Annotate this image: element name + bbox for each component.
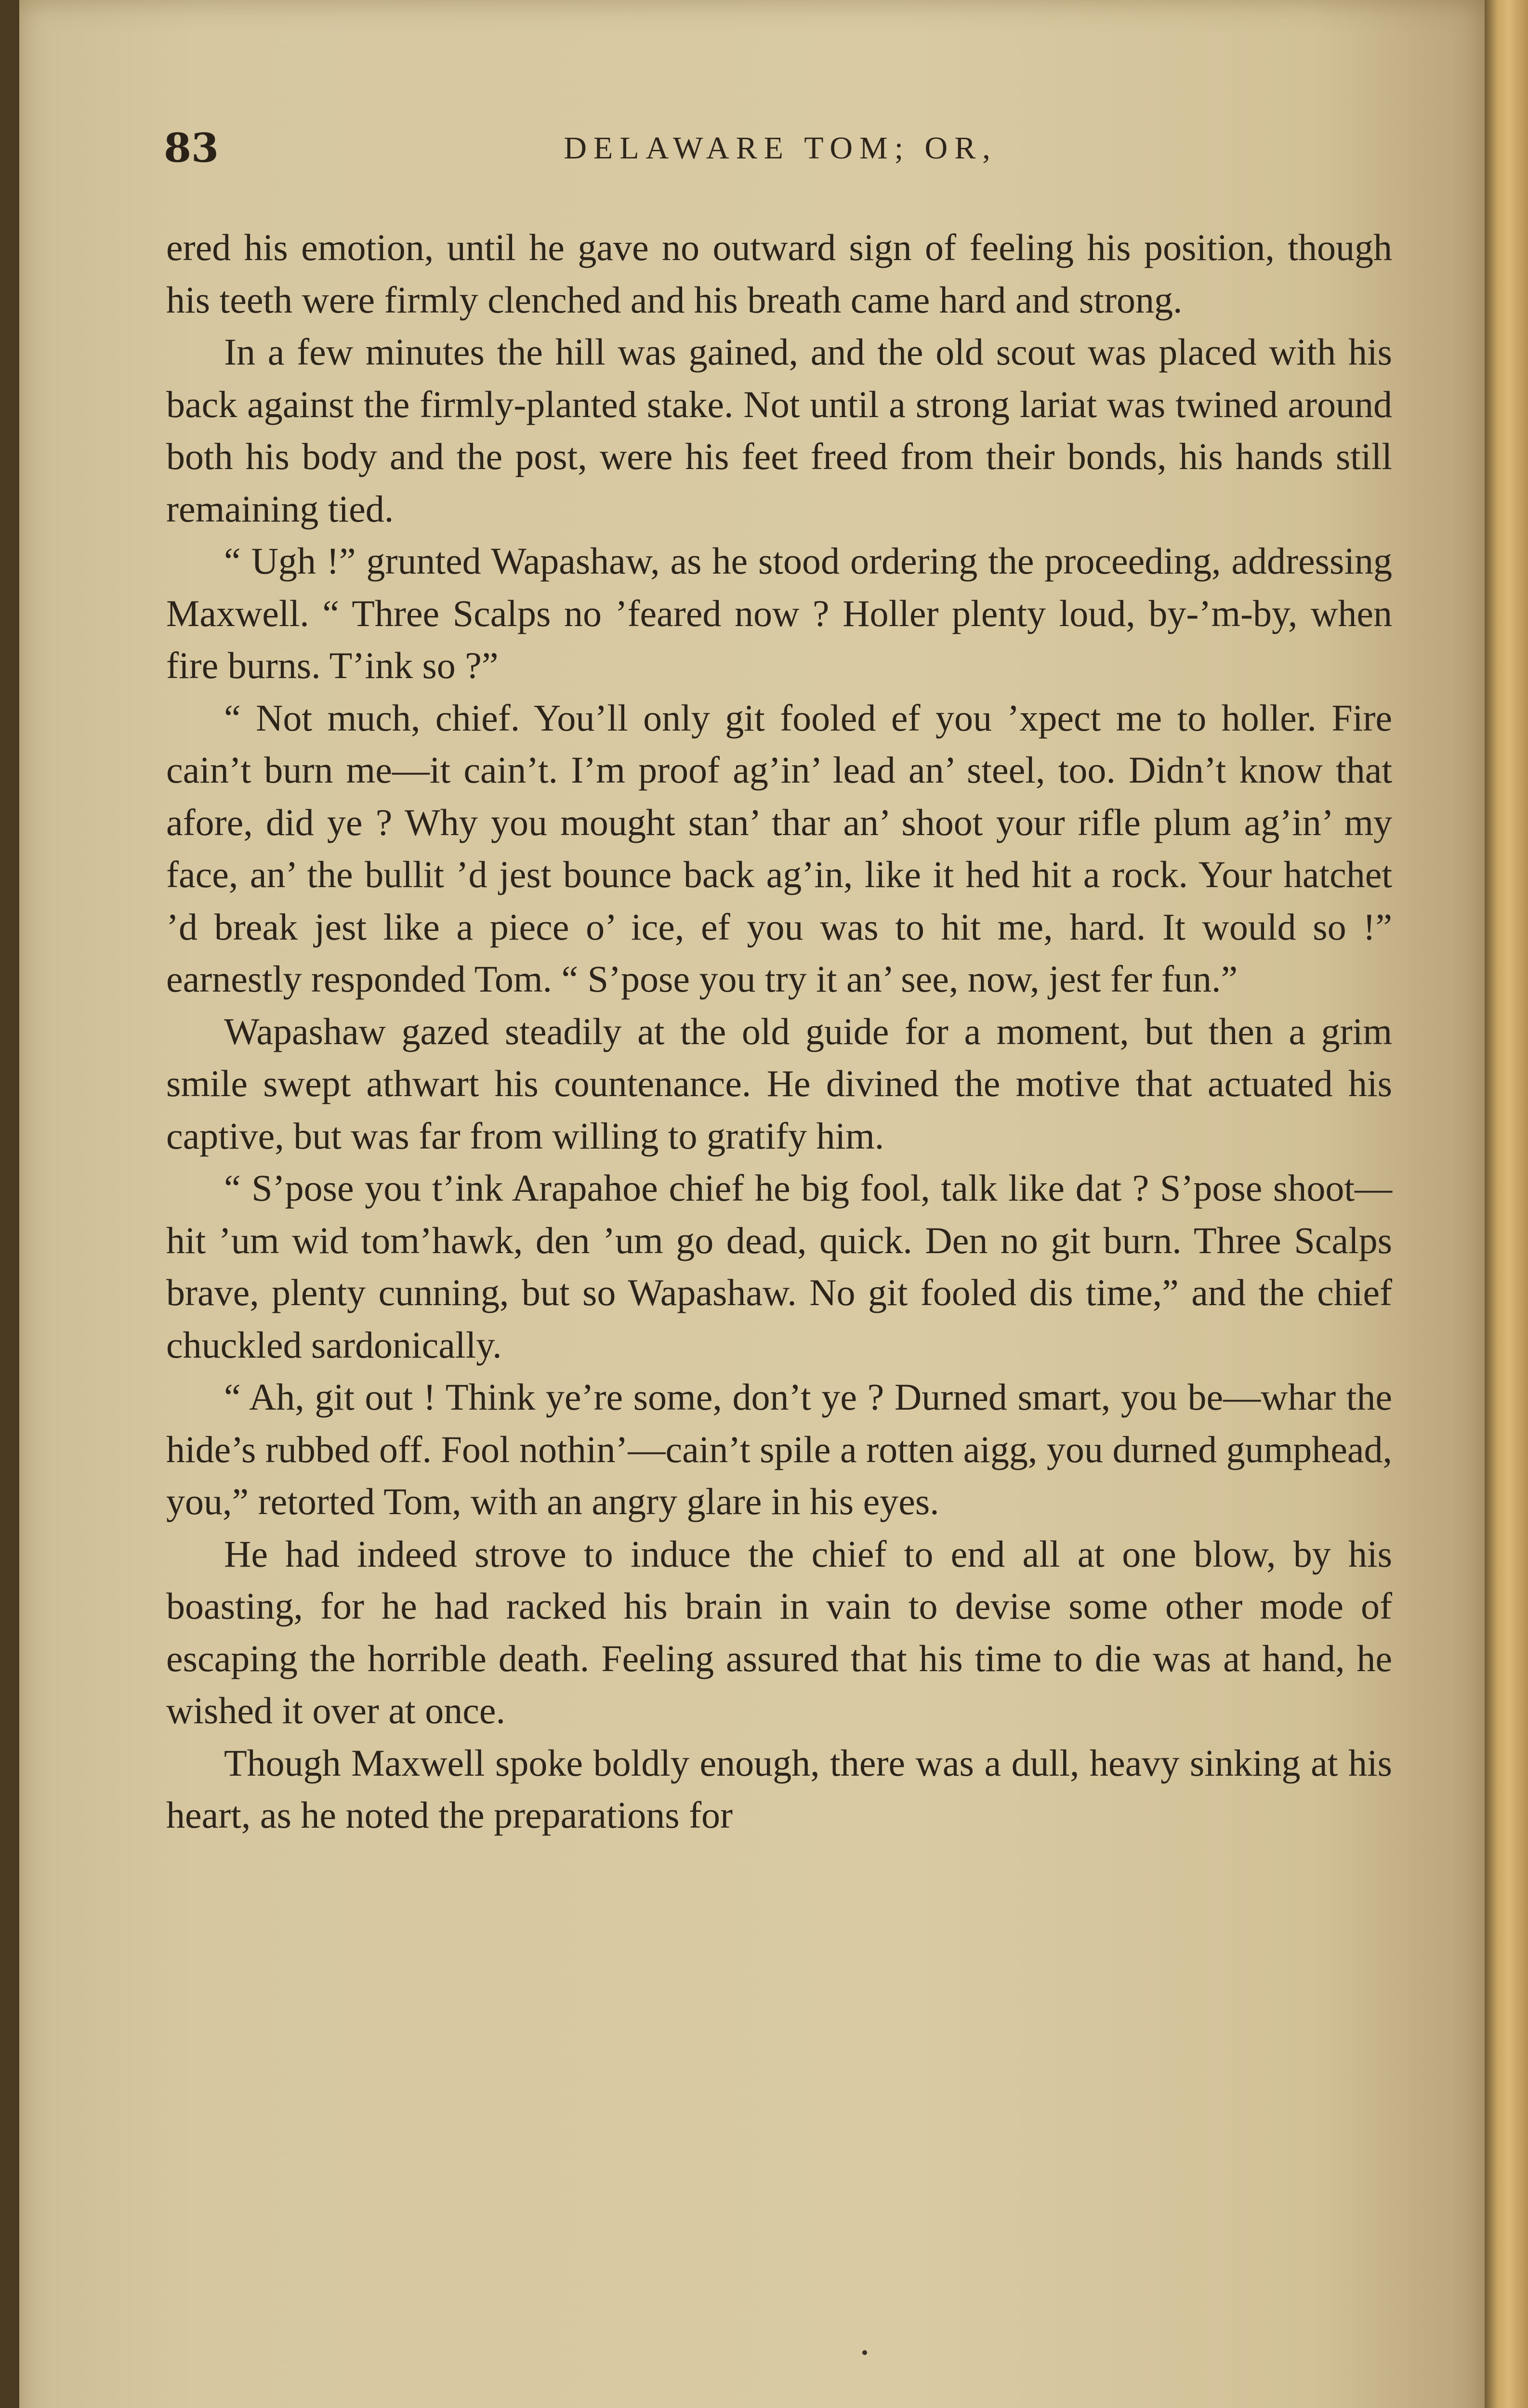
page-number: 83 bbox=[164, 125, 219, 171]
paragraph: “ Ah, git out ! Think ye’re some, don’t ye ? Durned smart, you be—whar the hide’s rubbed off. Fool nothin’—cain’t spile a rotten aigg, you durned gumphead, you,” retorted Tom, with an angry glare in his eyes. bbox=[166, 1376, 1392, 1522]
body-text bbox=[166, 222, 1392, 1842]
running-head: DELAWARE TOM; OR, bbox=[564, 131, 997, 166]
paragraph: “ Ugh !” grunted Wapashaw, as he stood ordering the proceeding, addressing Maxwell. “ Three Scalps no ’feared now ? Holler plenty loud, by-’m-by, when fire burns. T’ink so ?” bbox=[166, 540, 1392, 686]
scan-background bbox=[0, 0, 19, 2408]
page-header bbox=[164, 116, 1397, 178]
paragraph: “ Not much, chief. You’ll only git fooled ef you ’xpect me to holler. Fire cain’t burn me—it cain’t. I’m proof ag’in’ lead an’ steel, too. Didn’t know that afore, did ye ? Why you mought stan’ thar an’ shoot your rifle plum ag’in’ my face, an’ the bullit ’d jest bounce back ag’in, like it hed hit a rock. Your hatchet ’d break jest like a piece o’ ice, ef you was to hit me, hard. It would so !” earnestly responded Tom. “ S’pose you try it an’ see, now, jest fer fun.” bbox=[166, 696, 1392, 1000]
ink-dot bbox=[862, 2350, 867, 2355]
paragraph: Though Maxwell spoke boldly enough, there was a dull, heavy sinking at his heart, as he noted the preparations for bbox=[166, 1741, 1392, 1836]
paragraph: In a few minutes the hill was gained, and the old scout was placed with his back against the firmly-planted stake. Not until a strong lariat was twined around both his body and the post, were his feet freed from their bonds, his hands still remaining tied. bbox=[166, 331, 1392, 530]
book-spine bbox=[1485, 0, 1528, 2408]
paragraph: He had indeed strove to induce the chief to end all at one blow, by his boasting, for he had racked his brain in vain to devise some other mode of escaping the horrible death. Feeling assured that his time to die was at hand, he wished it over at once. bbox=[166, 1532, 1392, 1731]
paragraph: Wapashaw gazed steadily at the old guide for a moment, but then a grim smile swept athwart his countenance. He divined the motive that actuated his captive, but was far from willing to gratify him. bbox=[166, 1010, 1392, 1157]
paragraph: “ S’pose you t’ink Arapahoe chief he big fool, talk like dat ? S’pose shoot—hit ’um wid tom’hawk, den ’um go dead, quick. Den no git burn. Three Scalps brave, plenty cunning, but so Wapashaw. No git fooled dis time,” and the chief chuckled sardonically. bbox=[166, 1167, 1392, 1366]
paragraph: ered his emotion, until he gave no outward sign of feeling his position, though his teeth were firmly clenched and his breath came hard and strong. bbox=[166, 226, 1392, 321]
